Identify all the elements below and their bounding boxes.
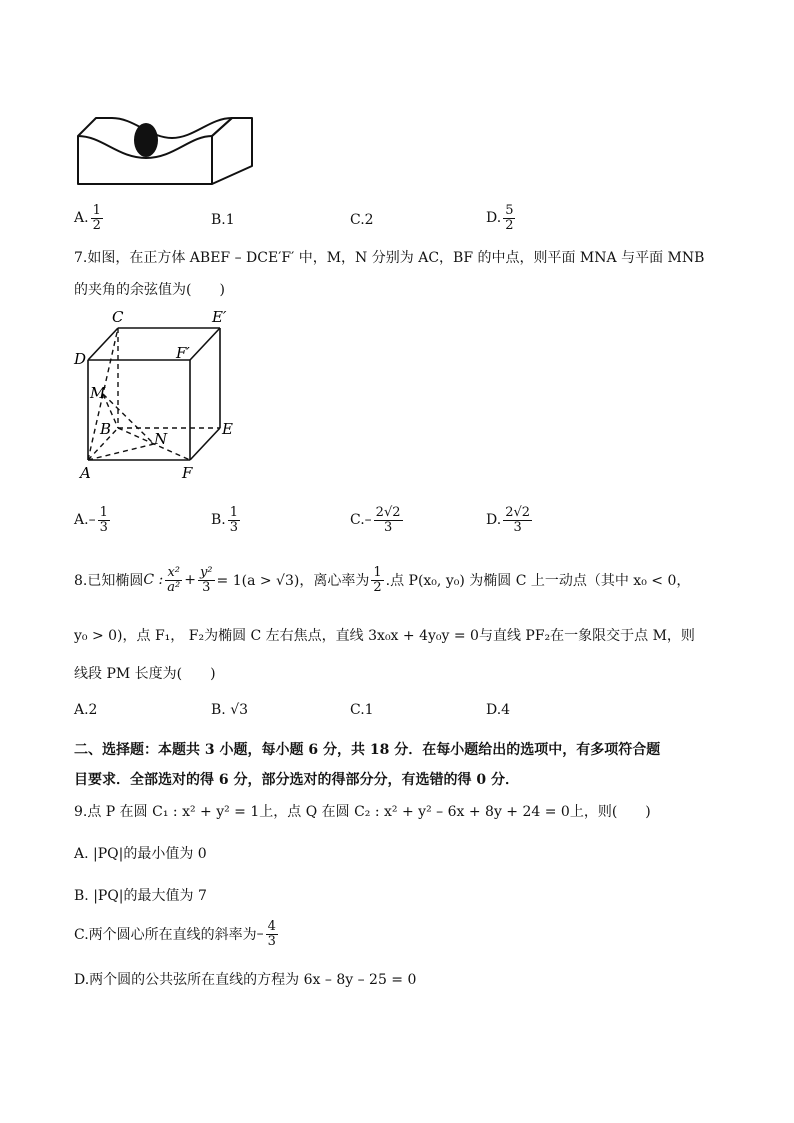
q6-option-c: C. 2 (350, 212, 374, 228)
label-e-prime: E′ (212, 308, 227, 326)
q6-option-a: A. $\frac{1}{2}$ (74, 203, 101, 233)
label-b: B (100, 420, 112, 438)
q8-stem-line2: y₀ > 0)，点 F₁， F₂为椭圆 C 左右焦点，直线 3x₀x + 4y₀y = 0与直线 PF₂在一象限交于点 M，则 (74, 628, 695, 644)
q9-option-a: A. |PQ|的最小值为 0 (74, 846, 207, 862)
label-n: N (154, 430, 168, 448)
q8-option-b: B. √3 (211, 702, 249, 718)
q7-cube-figure (72, 306, 242, 486)
q8-option-c: C.1 (350, 702, 374, 718)
ball-shape (134, 123, 158, 157)
q7-option-b: B. $\frac{1}{3}$ (211, 505, 239, 535)
q9-option-c: C.两个圆心所在直线的斜率为 – $\frac{4}{3}$ (74, 919, 276, 949)
label-m: M (90, 384, 106, 402)
q8-stem-line1: 8.已知椭圆 C : $\frac{\text{x²}}{\text{a²}}$ + $\frac{\text{y²}}{3}$ = 1(a > √3)，离心率为 $\frac{1}{2}$ .点 P(x₀, y₀) 为椭圆 C 上一动点（其中 x₀ < 0， (74, 565, 691, 595)
q7-option-c: C. – $\frac{2√2}{3}$ (350, 505, 401, 535)
label-f-prime: F′ (176, 344, 190, 362)
label-e: E (222, 420, 233, 438)
label-d: D (74, 350, 87, 368)
q8-option-a: A.2 (74, 702, 98, 718)
q9-option-b: B. |PQ|的最大值为 7 (74, 888, 207, 904)
q7-option-d: D. $\frac{2√2}{3}$ (486, 505, 531, 535)
section2-heading-line2: 目要求．全部选对的得 6 分，部分选对的得部分分，有选错的得 0 分． (74, 772, 519, 788)
q9-option-d: D.两个圆的公共弦所在直线的方程为 6x – 8y – 25 = 0 (74, 972, 417, 988)
q6-option-b: B. 1 (211, 212, 235, 228)
label-f: F (182, 464, 193, 482)
label-c: C (112, 308, 124, 326)
q8-stem-line3: 线段 PM 长度为( ) (74, 666, 216, 682)
q6-option-d: D. $\frac{5}{2}$ (486, 203, 514, 233)
section2-heading-line1: 二、选择题：本题共 3 小题，每小题 6 分，共 18 分．在每小题给出的选项中，有多项符合题 (74, 742, 661, 758)
q7-option-a: A. – $\frac{1}{3}$ (74, 505, 108, 535)
q9-stem: 9.点 P 在圆 C₁ : x² + y² = 1上，点 Q 在圆 C₂ : x² + y² – 6x + 8y + 24 = 0上，则( ) (74, 804, 651, 820)
q7-stem-line1: 7.如图，在正方体 ABEF – DCE′F′ 中，M，N 分别为 AC，BF 的中点，则平面 MNA 与平面 MNB (74, 250, 705, 266)
label-a: A (80, 464, 91, 482)
q6-figure (72, 96, 262, 190)
q7-stem-line2: 的夹角的余弦值为( ) (74, 282, 225, 298)
q8-option-d: D.4 (486, 702, 511, 718)
